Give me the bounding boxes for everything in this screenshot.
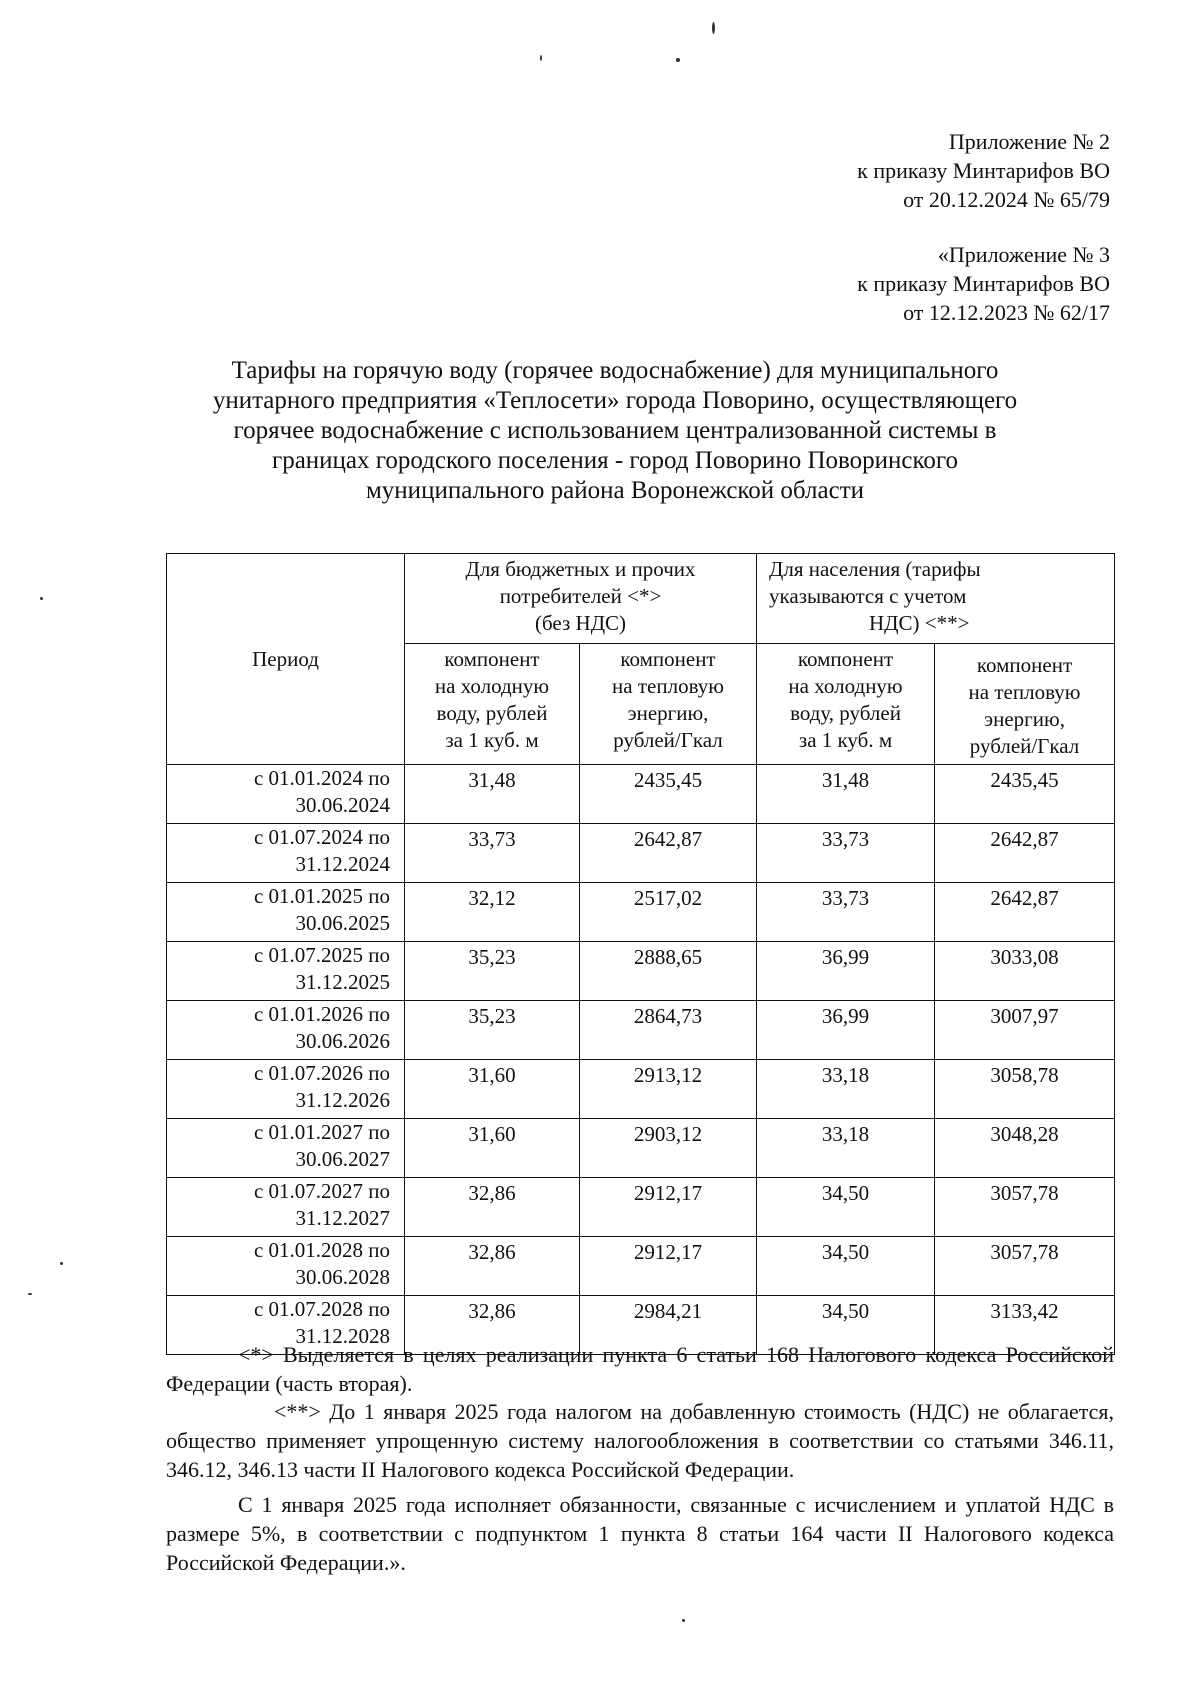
table-row bbox=[167, 1119, 1115, 1178]
header-line: рублей/Гкал bbox=[969, 734, 1080, 758]
population-heat-value: 2642,87 bbox=[935, 883, 1115, 942]
budget-heat-value: 2913,12 bbox=[580, 1060, 757, 1119]
population-cold-value: 31,48 bbox=[757, 765, 935, 824]
table-row bbox=[167, 1060, 1115, 1119]
header-line: потребителей <*> bbox=[499, 584, 662, 608]
title-line: горячее водоснабжение с использованием централизованной системы в bbox=[233, 417, 997, 444]
period-cell bbox=[167, 765, 405, 824]
budget-cold-value: 32,12 bbox=[405, 883, 580, 942]
budget-heat-value: 2912,17 bbox=[580, 1237, 757, 1296]
budget-cold-value: 31,60 bbox=[405, 1119, 580, 1178]
budget-cold-value: 31,60 bbox=[405, 1060, 580, 1119]
budget-heat-value: 2435,45 bbox=[580, 765, 757, 824]
appendix-current-number: Приложение № 2 bbox=[948, 129, 1110, 154]
appendix-previous-order: к приказу Минтарифов ВО bbox=[857, 271, 1110, 296]
population-heat-value: 3057,78 bbox=[935, 1178, 1115, 1237]
appendix-current-date: от 20.12.2024 № 65/79 bbox=[903, 187, 1110, 212]
period-start: с 01.01.2025 по bbox=[253, 884, 390, 908]
budget-cold-value: 33,73 bbox=[405, 824, 580, 883]
period-end: 31.12.2027 bbox=[295, 1206, 390, 1230]
population-cold-value: 33,18 bbox=[757, 1060, 935, 1119]
period-end: 31.12.2028 bbox=[295, 1324, 390, 1348]
budget-heat-value: 2888,65 bbox=[580, 942, 757, 1001]
appendix-current-block bbox=[857, 127, 1110, 214]
scan-speck bbox=[676, 58, 680, 62]
period-cell bbox=[167, 1119, 405, 1178]
header-line: НДС) <**> bbox=[869, 611, 970, 635]
period-cell bbox=[167, 1001, 405, 1060]
appendix-previous-date: от 12.12.2023 № 62/17 bbox=[903, 300, 1110, 325]
table-row bbox=[167, 824, 1115, 883]
header-line: (без НДС) bbox=[535, 611, 627, 635]
period-cell bbox=[167, 883, 405, 942]
period-end: 31.12.2025 bbox=[295, 970, 390, 994]
population-heat-value: 3133,42 bbox=[935, 1296, 1115, 1355]
budget-heat-value: 2984,21 bbox=[580, 1296, 757, 1355]
title-line: муниципального района Воронежской области bbox=[365, 477, 864, 504]
scan-speck bbox=[40, 597, 43, 600]
header-line: воду, рублей bbox=[436, 701, 548, 725]
header-line: воду, рублей bbox=[790, 701, 901, 725]
header-line: Для населения (тарифы bbox=[769, 557, 981, 581]
budget-cold-value: 32,86 bbox=[405, 1178, 580, 1237]
period-end: 31.12.2026 bbox=[295, 1088, 390, 1112]
period-end: 30.06.2028 bbox=[295, 1265, 390, 1289]
appendix-previous-block bbox=[857, 240, 1110, 327]
scan-speck bbox=[540, 55, 542, 61]
period-end: 30.06.2025 bbox=[295, 911, 390, 935]
header-line: указываются с учетом bbox=[769, 584, 967, 608]
header-line: Для бюджетных и прочих bbox=[465, 557, 696, 581]
table-row bbox=[167, 883, 1115, 942]
population-cold-value: 34,50 bbox=[757, 1178, 935, 1237]
scan-speck bbox=[28, 1293, 32, 1295]
budget-heat-value: 2912,17 bbox=[580, 1178, 757, 1237]
header-line: рублей/Гкал bbox=[613, 728, 723, 752]
footnote-vat-2025: С 1 января 2025 года исполняет обязанности, связанные с исчислением и уплатой НДС в размере 5%, в соответствии с подпунктом 1 пункта 8 статьи 164 части II Налогового кодекса Российской Федерации.». bbox=[166, 1492, 1114, 1575]
header-line: компонент bbox=[620, 647, 716, 671]
header-line: компонент bbox=[797, 647, 894, 671]
header-line: за 1 куб. м bbox=[445, 728, 539, 752]
footnote-population: <**> До 1 января 2025 года налогом на добавленную стоимость (НДС) не облагается, общество применяет упрощенную систему налогообложения в соответствии со статьями 346.11, 346.12, 346.13 части II Налогового кодекса Российской Федерации. bbox=[166, 1399, 1114, 1482]
period-start: с 01.01.2027 по bbox=[253, 1120, 390, 1144]
population-group-header bbox=[757, 554, 1115, 644]
period-start: с 01.07.2025 по bbox=[253, 943, 390, 967]
budget-cold-value: 32,86 bbox=[405, 1296, 580, 1355]
period-start: с 01.01.2028 по bbox=[253, 1238, 390, 1262]
population-heat-value: 2642,87 bbox=[935, 824, 1115, 883]
period-start: с 01.07.2026 по bbox=[253, 1061, 390, 1085]
header-line: на тепловую bbox=[612, 674, 724, 698]
table-row bbox=[167, 1001, 1115, 1060]
budget-heat-value: 2642,87 bbox=[580, 824, 757, 883]
period-end: 30.06.2026 bbox=[295, 1029, 390, 1053]
footnote-budget: <*> Выделяется в целях реализации пункта 6 статьи 168 Налогового кодекса Российской Федерации (часть вторая). bbox=[166, 1342, 1114, 1396]
population-cold-value: 34,50 bbox=[757, 1237, 935, 1296]
tariff-table bbox=[166, 553, 1115, 1355]
header-line: на холодную bbox=[788, 674, 903, 698]
appendix-previous-number: «Приложение № 3 bbox=[937, 242, 1110, 267]
budget-heat-value: 2517,02 bbox=[580, 883, 757, 942]
table-row bbox=[167, 765, 1115, 824]
budget-heat-value: 2903,12 bbox=[580, 1119, 757, 1178]
header-line: компонент bbox=[444, 647, 540, 671]
period-end: 30.06.2024 bbox=[295, 793, 390, 817]
budget-cold-value: 35,23 bbox=[405, 1001, 580, 1060]
header-line: за 1 куб. м bbox=[798, 728, 893, 752]
appendix-current-order: к приказу Минтарифов ВО bbox=[857, 158, 1110, 183]
budget-heat-value: 2864,73 bbox=[580, 1001, 757, 1060]
population-cold-value: 33,73 bbox=[757, 883, 935, 942]
population-cold-value: 36,99 bbox=[757, 1001, 935, 1060]
header-line: энергию, bbox=[627, 701, 709, 725]
population-heat-value: 3057,78 bbox=[935, 1237, 1115, 1296]
title-line: унитарного предприятия «Теплосети» города Поворино, осуществляющего bbox=[212, 387, 1018, 414]
population-heat-value: 3048,28 bbox=[935, 1119, 1115, 1178]
period-cell bbox=[167, 942, 405, 1001]
population-heat-value: 3058,78 bbox=[935, 1060, 1115, 1119]
budget-cold-value: 35,23 bbox=[405, 942, 580, 1001]
population-heat-value: 3007,97 bbox=[935, 1001, 1115, 1060]
population-cold-value: 36,99 bbox=[757, 942, 935, 1001]
header-line: на тепловую bbox=[968, 680, 1081, 704]
scan-speck bbox=[682, 1619, 685, 1622]
population-heat-value: 3033,08 bbox=[935, 942, 1115, 1001]
table-row bbox=[167, 1178, 1115, 1237]
population-heat-value: 2435,45 bbox=[935, 765, 1115, 824]
scan-speck bbox=[60, 1262, 63, 1265]
period-start: с 01.07.2028 по bbox=[253, 1297, 390, 1321]
period-cell bbox=[167, 1060, 405, 1119]
population-cold-value: 34,50 bbox=[757, 1296, 935, 1355]
period-cell bbox=[167, 1178, 405, 1237]
period-start: с 01.07.2024 по bbox=[253, 825, 390, 849]
period-start: с 01.07.2027 по bbox=[253, 1179, 390, 1203]
period-start: с 01.01.2026 по bbox=[253, 1002, 390, 1026]
period-header: Период bbox=[167, 554, 405, 765]
header-line: на холодную bbox=[434, 674, 550, 698]
table-row bbox=[167, 942, 1115, 1001]
budget-cold-value: 31,48 bbox=[405, 765, 580, 824]
header-line: энергию, bbox=[984, 707, 1065, 731]
period-cell bbox=[167, 1237, 405, 1296]
budget-cold-value: 32,86 bbox=[405, 1237, 580, 1296]
period-cell bbox=[167, 824, 405, 883]
population-cold-water-header bbox=[757, 644, 935, 765]
period-end: 31.12.2024 bbox=[295, 852, 390, 876]
table-row bbox=[167, 1237, 1115, 1296]
title-line: границах городского поселения - город Поворино Поворинского bbox=[271, 447, 959, 474]
budget-heat-energy-header bbox=[580, 644, 757, 765]
budget-cold-water-header bbox=[405, 644, 580, 765]
scan-speck bbox=[712, 22, 715, 34]
period-start: с 01.01.2024 по bbox=[253, 766, 390, 790]
period-end: 30.06.2027 bbox=[295, 1147, 390, 1171]
budget-group-header bbox=[405, 554, 757, 644]
document-title bbox=[150, 356, 1080, 506]
header-line: компонент bbox=[976, 653, 1073, 677]
population-cold-value: 33,73 bbox=[757, 824, 935, 883]
population-heat-energy-header bbox=[935, 644, 1115, 765]
population-cold-value: 33,18 bbox=[757, 1119, 935, 1178]
title-line: Тарифы на горячую воду (горячее водоснабжение) для муниципального bbox=[231, 357, 999, 384]
